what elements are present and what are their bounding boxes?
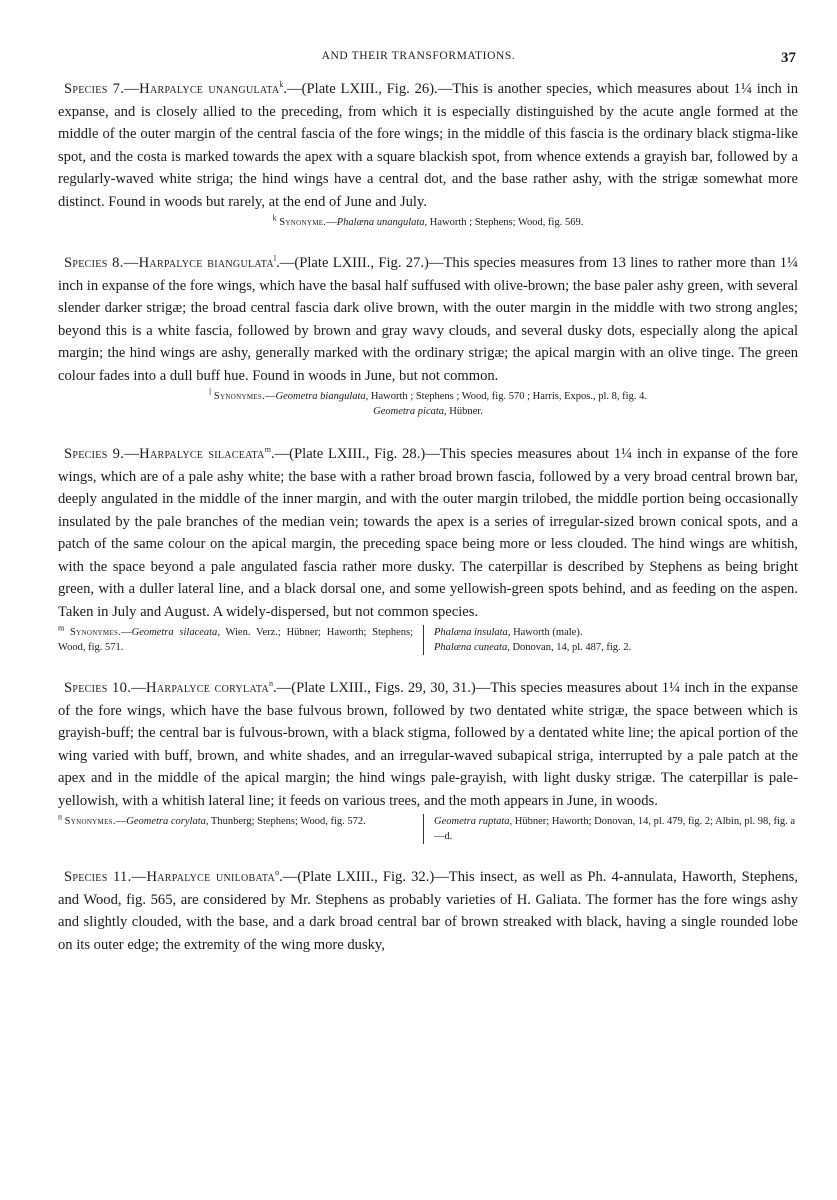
footnote-mark: k	[272, 213, 277, 223]
footnote-text: , Haworth ; Stephens; Wood, fig. 569.	[424, 217, 584, 228]
footnote-text-r: , Hübner; Haworth; Donovan, 14, pl. 479, fig. 2; Albin, pl. 98, fig. a—d.	[434, 816, 796, 842]
footnote-text: , Wien. Verz.; Hübner; Haworth; Stephens; Wood, fig. 571.	[58, 627, 413, 653]
footnote-name-r1: Phalæna insulata	[434, 627, 508, 638]
species-8-paragraph	[58, 252, 798, 387]
page-body	[58, 78, 798, 956]
footnote-name-r: Geometra ruptata	[434, 816, 510, 827]
footnote-label: Synonymes.	[64, 816, 116, 827]
species-7-heading: Species 7.—Harpalyce unangulata	[64, 81, 280, 97]
footnote-text-r2: , Donovan, 14, pl. 487, fig. 2.	[507, 642, 632, 653]
footnote-right-column	[423, 814, 798, 844]
species-8-note-mark: l	[273, 254, 277, 264]
species-9-entry	[58, 443, 798, 655]
page-number: 37	[781, 50, 796, 66]
footnote-mark: n	[58, 812, 62, 822]
species-9-text: .—(Plate LXIII., Fig. 28.)—This species measures about 1¼ inch in expanse of the fore wings, which are of a pale ashy white; the base with a rather broad brown fascia, followed by a very broad central brown bar, deeply angulated in the middle of the inner margin, and with the outer margin trilobed, the middle portion being occasionally insulated by the pale branches of the median vein; towards the apex is a series of irregular-sized brown conical spots, and a patch of the same colour on the apical margin, the preceding space being more or less clouded. The hind wings are whitish, with the space beyond a pale angulated fascia rather more dusky. The caterpillar is described by Stephens as being bright green, with a duller lateral line, and a black dorsal one, and some yellowish-green spots behind, and as feeding on the aspen. Taken in July and August. A widely-dispersed, but not common species.	[58, 446, 798, 620]
footnote-text: , Thunberg; Stephens; Wood, fig. 572.	[205, 816, 366, 827]
species-8-text: .—(Plate LXIII., Fig. 27.)—This species measures from 13 lines to rather more than 1¼ inch in expanse of the fore wings, which have the basal half suffused with olive-brown; the base paler ashy green, with several slender darker strigæ; the broad central fascia dark olive brown, with the outer margin in the middle with two strong angles; beyond this is a white fascia, followed by brown and gray wavy clouds, and several dusky dots, especially along the apical margin; the hind wings are ashy, generally marked with the ordinary strigæ; the apical margin with an olive tinge. The green colour fades into a dull buff hue. Found in woods in June, but not common.	[58, 255, 798, 384]
species-11-note-mark: o	[275, 868, 280, 878]
footnote-right-column	[423, 625, 798, 655]
footnote-name: Phalæna unangulata	[336, 217, 425, 228]
footnote-name: Geometra biangulata	[275, 391, 366, 402]
species-10-note-mark: n	[269, 679, 273, 689]
species-11-heading: Species 11.—Harpalyce unilobata	[64, 869, 276, 885]
footnote-text-2: , Hübner.	[444, 406, 483, 417]
footnote-name-r2: Phalæna cuneata	[434, 642, 508, 653]
species-10-text: .—(Plate LXIII., Figs. 29, 30, 31.)—This species measures about 1¼ inch in the expanse of the fore wings, which have the base fulvous brown, followed by two dentated white strigæ, the space between which is grayish-buff; the central bar is fulvous-brown, with a black stigma, followed by a dentated white line; the apical portion of the wing varied with buff, brown, and white shades, and an irregular-waved subapical striga, interrupted by a pale patch at the apex and in the middle of the apical margin; the hind wings pale-grayish, with light dusky strigæ. The caterpillar is pale-yellowish, with a whitish lateral line; it feeds on various trees, and the moth appears in June, in woods.	[58, 680, 798, 809]
species-8-footnote: $^l$ Synonymes.—Geometra biangulata, Haworth ; Stephens ; Wood, fig. 570 ; Harris, Expos., pl. 8, fig. 4. Geometra picata, Hübner.	[209, 387, 647, 417]
footnote-left-column: $^n$ Synonymes.—Geometra corylata, Thunberg; Stephens; Wood, fig. 572.	[58, 812, 366, 827]
footnote-left-column: $^m$ Synonymes.—Geometra silaceata, Wien. Verz.; Hübner; Haworth; Stephens; Wood, fig. 571.	[58, 623, 413, 653]
species-10-heading: Species 10.—Harpalyce corylata	[64, 680, 269, 696]
footnote-label: Synonyme.	[279, 217, 327, 228]
species-8-heading: Species 8.—Harpalyce biangulata	[64, 255, 274, 271]
footnote-label: Synonymes.	[70, 627, 122, 638]
species-10-paragraph	[58, 677, 798, 812]
species-11-paragraph	[58, 866, 798, 956]
footnote-text: , Haworth ; Stephens ; Wood, fig. 570 ; Harris, Expos., pl. 8, fig. 4.	[365, 391, 647, 402]
footnote-text-r1: , Haworth (male).	[507, 627, 583, 638]
species-8-entry	[58, 252, 798, 419]
species-7-paragraph	[58, 78, 798, 213]
species-9-footnote	[58, 625, 798, 655]
species-10-entry	[58, 677, 798, 844]
species-11-text: .—(Plate LXIII., Fig. 32.)—This insect, as well as Ph. 4-annulata, Haworth, Stephens, and Wood, fig. 565, are considered by Mr. Stephens as probably varieties of H. Galiata. The former has the fore wings ashy and slightly clouded, with the base, and a dark broad central bar of brown streaked with black, having a single rounded lobe on its outer edge; the extremity of the wing more dusky,	[58, 869, 798, 953]
footnote-name-2: Geometra picata	[373, 406, 445, 417]
species-9-heading: Species 9.—Harpalyce silaceata	[64, 446, 265, 462]
footnote-mark: m	[58, 623, 65, 633]
species-11-entry	[58, 866, 798, 956]
species-7-footnote: $^k$ Synonyme.—Phalæna unangulata, Haworth ; Stephens; Wood, fig. 569.	[272, 213, 584, 228]
footnote-mark: l	[209, 387, 212, 397]
footnote-label: Synonymes.	[213, 391, 266, 402]
species-9-paragraph	[58, 443, 798, 623]
footnote-name: Geometra corylata	[126, 816, 206, 827]
species-7-entry	[58, 78, 798, 230]
footnote-name: Geometra silaceata	[131, 627, 218, 638]
species-7-text: .—(Plate LXIII., Fig. 26).—This is another species, which measures about 1¼ inch in expanse, and is closely allied to the preceding, from which it is especially distinguished by the acute angle formed at the middle of the outer margin of the central fascia of the fore wings; in the middle of this fascia is the ordinary black stigma-like spot, and the costa is marked towards the apex with a square blackish spot, from whence extends a grayish bar, followed by a regularly-waved white striga; the hind wings have a central dot, and the base rather ashy, with the strigæ somewhat more distinct. Found in woods but rarely, at the end of June and July.	[58, 81, 798, 210]
species-9-note-mark: m	[264, 445, 271, 455]
species-7-note-mark: k	[279, 80, 284, 90]
species-10-footnote	[58, 814, 798, 844]
running-title: AND THEIR TRANSFORMATIONS.	[321, 50, 516, 62]
